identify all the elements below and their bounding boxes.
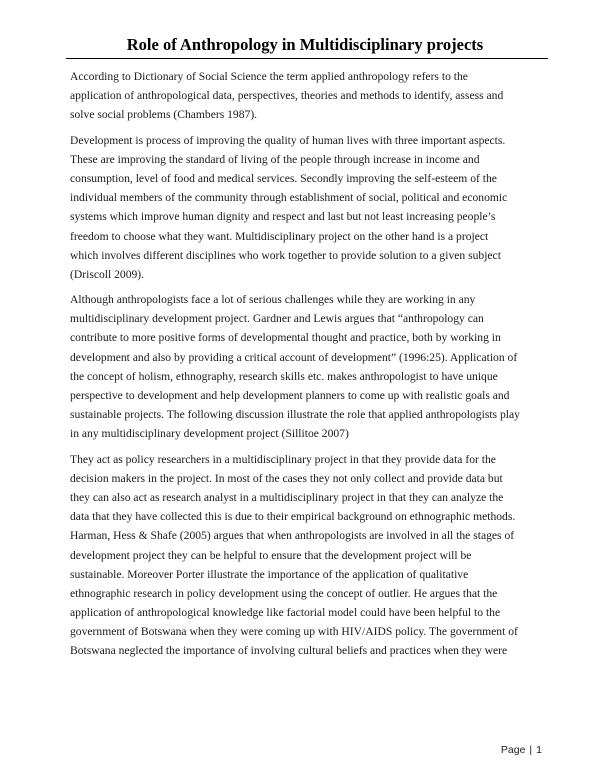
text-line: decision makers in the project. In most of the cases they not only collect and provide data but <box>70 471 503 485</box>
text-line: Harman, Hess & Shafe (2005) argues that when anthropologists are involved in all the stages of <box>70 529 515 543</box>
text-line: ethnographic research in policy development using the concept of outlier. He argues that the <box>70 586 498 600</box>
text-line: development project they can be helpful to ensure that the development project will be <box>70 548 472 562</box>
text-line: consumption, level of food and medical services. Secondly improving the self-esteem of the <box>70 171 497 185</box>
text-line: government of Botswana when they were coming up with HIV/AIDS policy. The government of <box>70 625 518 639</box>
text-line: perspective to development and help development planners to come up with realistic goals and <box>70 389 510 402</box>
text-line: sustainable. Moreover Porter illustrate the importance of the application of qualitative <box>70 567 469 581</box>
page-label: Page <box>500 744 526 756</box>
page-number: 1 <box>536 744 542 756</box>
paragraph-1 <box>70 67 546 125</box>
text-line: Although anthropologists face a lot of serious challenges while they are working in any <box>70 293 476 307</box>
text-line: (Driscoll 2009). <box>70 267 145 281</box>
text-line: they can also act as research analyst in a multidisciplinary project in that they can analyze the <box>70 490 504 504</box>
page-separator: | <box>529 744 533 756</box>
text-line: They act as policy researchers in a multidisciplinary project in that they provide data for the <box>70 452 496 466</box>
text-line: sustainable projects. The following discussion illustrate the role that applied anthropologists play <box>70 408 520 422</box>
document-body <box>70 67 546 667</box>
text-line: contribute to more positive forms of developmental thought and practice, both by working in <box>70 331 501 345</box>
paragraph-3 <box>70 290 546 444</box>
text-line: According to Dictionary of Social Science the term applied anthropology refers to the <box>70 70 468 83</box>
title-underline <box>66 58 548 59</box>
document-title: Role of Anthropology in Multidisciplinary projects <box>126 35 484 54</box>
text-line: in any multidisciplinary development project (Sillitoe 2007) <box>70 427 349 441</box>
text-line: application of anthropological knowledge like factorial model could have been helpful to the <box>70 606 501 620</box>
text-line: multidisciplinary development project. Gardner and Lewis argues that “anthropology can <box>70 312 484 326</box>
text-line: which involves different disciplines who work together to provide solution to a given subject <box>70 248 501 262</box>
text-line: the concept of holism, ethnography, research skills etc. makes anthropologist to have unique <box>70 369 498 383</box>
page-footer <box>501 744 542 756</box>
text-line: development and also by providing a critical account of development” (1996:25). Application of <box>70 350 518 364</box>
text-line: individual members of the community through establishment of social, political and economic <box>70 191 508 205</box>
text-line: Development is process of improving the quality of human lives with three important aspects. <box>70 133 506 147</box>
text-line: freedom to choose what they want. Multidisciplinary project on the other hand is a project <box>70 229 489 243</box>
text-line: data that they have collected this is due to their empirical background on ethnographic methods. <box>70 510 516 524</box>
text-line: application of anthropological data, perspectives, theories and methods to identify, assess and <box>70 89 504 103</box>
text-line: solve social problems (Chambers 1987). <box>70 108 258 122</box>
paragraph-2 <box>70 131 546 285</box>
text-line: systems which improve human dignity and respect and last but not least increasing people’s <box>70 210 496 224</box>
text-line: These are improving the standard of living of the people through increase in income and <box>70 152 480 166</box>
text-line: Botswana neglected the importance of involving cultural beliefs and practices when they were <box>70 644 508 658</box>
paragraph-4 <box>70 450 546 661</box>
